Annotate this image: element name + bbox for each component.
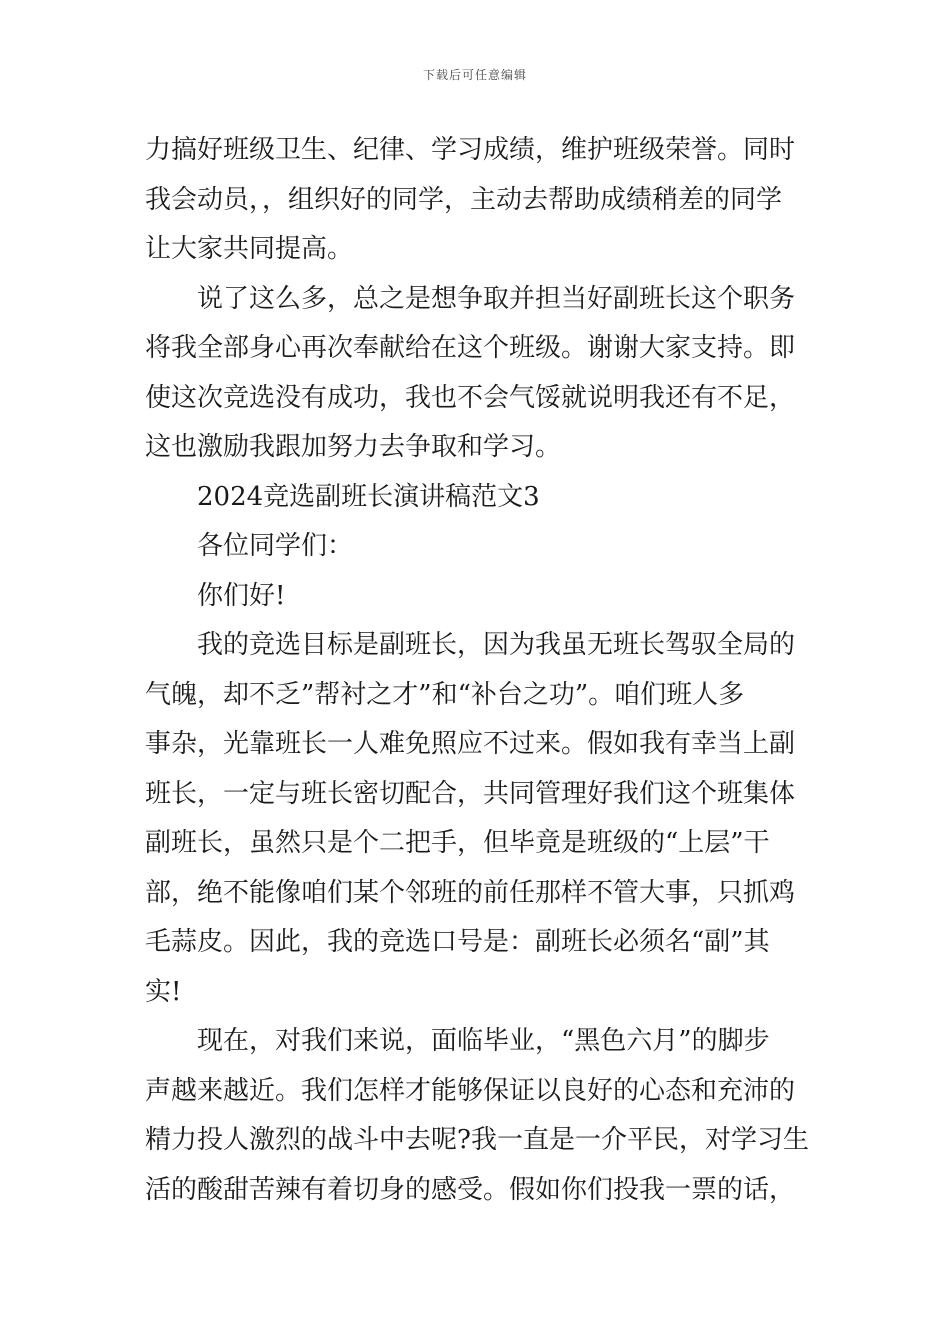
text-line: 力搞好班级卫生、纪律、学习成绩，维护班级荣誉。同时 bbox=[145, 135, 796, 165]
paragraph-first-line: 说了这么多，总之是想争取并担当好副班长这个职务 bbox=[197, 283, 796, 314]
text-line: 活的酸甜苦辣有着切身的感受。假如你们投我一票的话， bbox=[145, 1174, 796, 1205]
paragraph-first-line: 我的竞选目标是副班长，因为我虽无班长驾驭全局的 bbox=[197, 630, 796, 660]
text-line: 声越来越近。我们怎样才能够保证以良好的心态和充沛的 bbox=[145, 1075, 796, 1106]
text-line: 毛蒜皮。因此，我的竞选口号是：副班长必须名“副”其 bbox=[145, 927, 770, 957]
text-line: 让大家共同提高。 bbox=[145, 234, 354, 264]
paragraph-first-line: 现在，对我们来说，面临毕业，“黑色六月”的脚步 bbox=[197, 1026, 770, 1056]
text-line: 事杂，光靠班长一人难免照应不过来。假如我有幸当上副 bbox=[145, 729, 796, 759]
section-title: 2024竞选副班长演讲稿范文3 bbox=[197, 481, 540, 512]
text-line: 班长，一定与班长密切配合，共同管理好我们这个班集体 bbox=[145, 778, 796, 809]
text-line: 部，绝不能像咱们某个邻班的前任那样不管大事，只抓鸡 bbox=[145, 877, 796, 908]
text-line: 这也激励我跟加努力去争取和学习。 bbox=[145, 432, 562, 462]
text-line: 实! bbox=[145, 976, 182, 1007]
document-body bbox=[145, 126, 810, 1215]
salutation: 各位同学们： bbox=[197, 531, 354, 561]
text-line: 精力投人激烈的战斗中去呢?我一直是一介平民，对学习生 bbox=[145, 1125, 809, 1155]
text-line: 气魄，却不乏”帮衬之才”和“补台之功”。咱们班人多 bbox=[145, 679, 745, 710]
text-line: 副班长，虽然只是个二把手，但毕竟是班级的“上层”干 bbox=[145, 828, 770, 858]
greeting: 你们好! bbox=[197, 580, 286, 611]
page-header: 下载后可任意编辑 bbox=[422, 68, 527, 82]
text-line: 我会动员，，组织好的同学，主动去帮助成绩稍差的同学 bbox=[145, 184, 783, 215]
text-line: 使这次竞选没有成功，我也不会气馁就说明我还有不足， bbox=[145, 382, 796, 413]
text-line: 将我全部身心再次奉献给在这个班级。谢谢大家支持。即 bbox=[145, 333, 796, 363]
